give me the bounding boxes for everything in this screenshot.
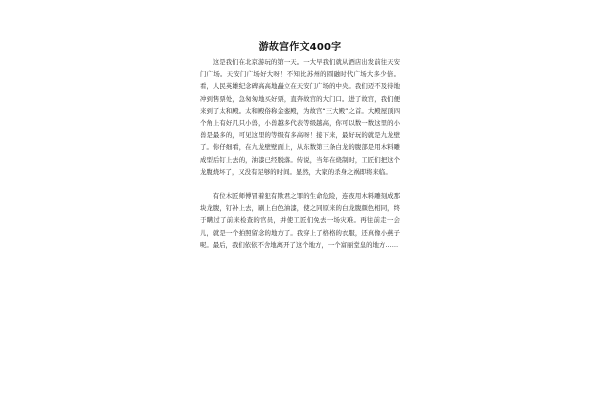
article-title: 游故宫作文400字	[258, 42, 342, 53]
article-paragraph-2: 有位木匠师傅冒着犯有欺君之罪的生命危险，连夜用木料雕刻成那块龙腹，钉补上去，刷上白色油漆，使之同原来的白龙腹颜色相同，终于瞒过了前来检查的官员，并使工匠们免去一场灾难。再往前走一会儿，就是一个拍照留念的地方了。我穿上了格格的衣服，还真像小燕子呢。最后，我们依依不舍地离开了这个地方，一个富丽堂皇的地方……	[200, 192, 400, 249]
article-body	[200, 56, 400, 251]
article-paragraph-1: 这是我们在北京游玩的第一天。一大早我们就从酒店出发前往天安门广场。天安门广场好大呀！不知比苏州的圆融时代广场大多少倍。看，人民英雄纪念碑高高地矗立在天安门广场的中央。我们迈不及待地冲到售票处，急匆匆地买好票，直奔故宫的大门口。进了故宫，我们便来到了太和殿。太和殿俗称金銮殿，为故宫“三大殿”之首。大殿屋顶四个角上有好几只小兽，小兽越多代表等级越高，你可以数一数这里的小兽是最多的，可见这里的等级有多高呀！接下来，最好玩的就是九龙壁了。你仔细看，在九龙壁壁面上，从东数第三条白龙的腹部是用木料雕成型后钉上去的，油漆已经脱落。传说，当年在烧制时，工匠们把这个龙腹烧坏了，又没有足够的时间。显然，大家的杀身之祸即将来临。	[200, 58, 400, 176]
